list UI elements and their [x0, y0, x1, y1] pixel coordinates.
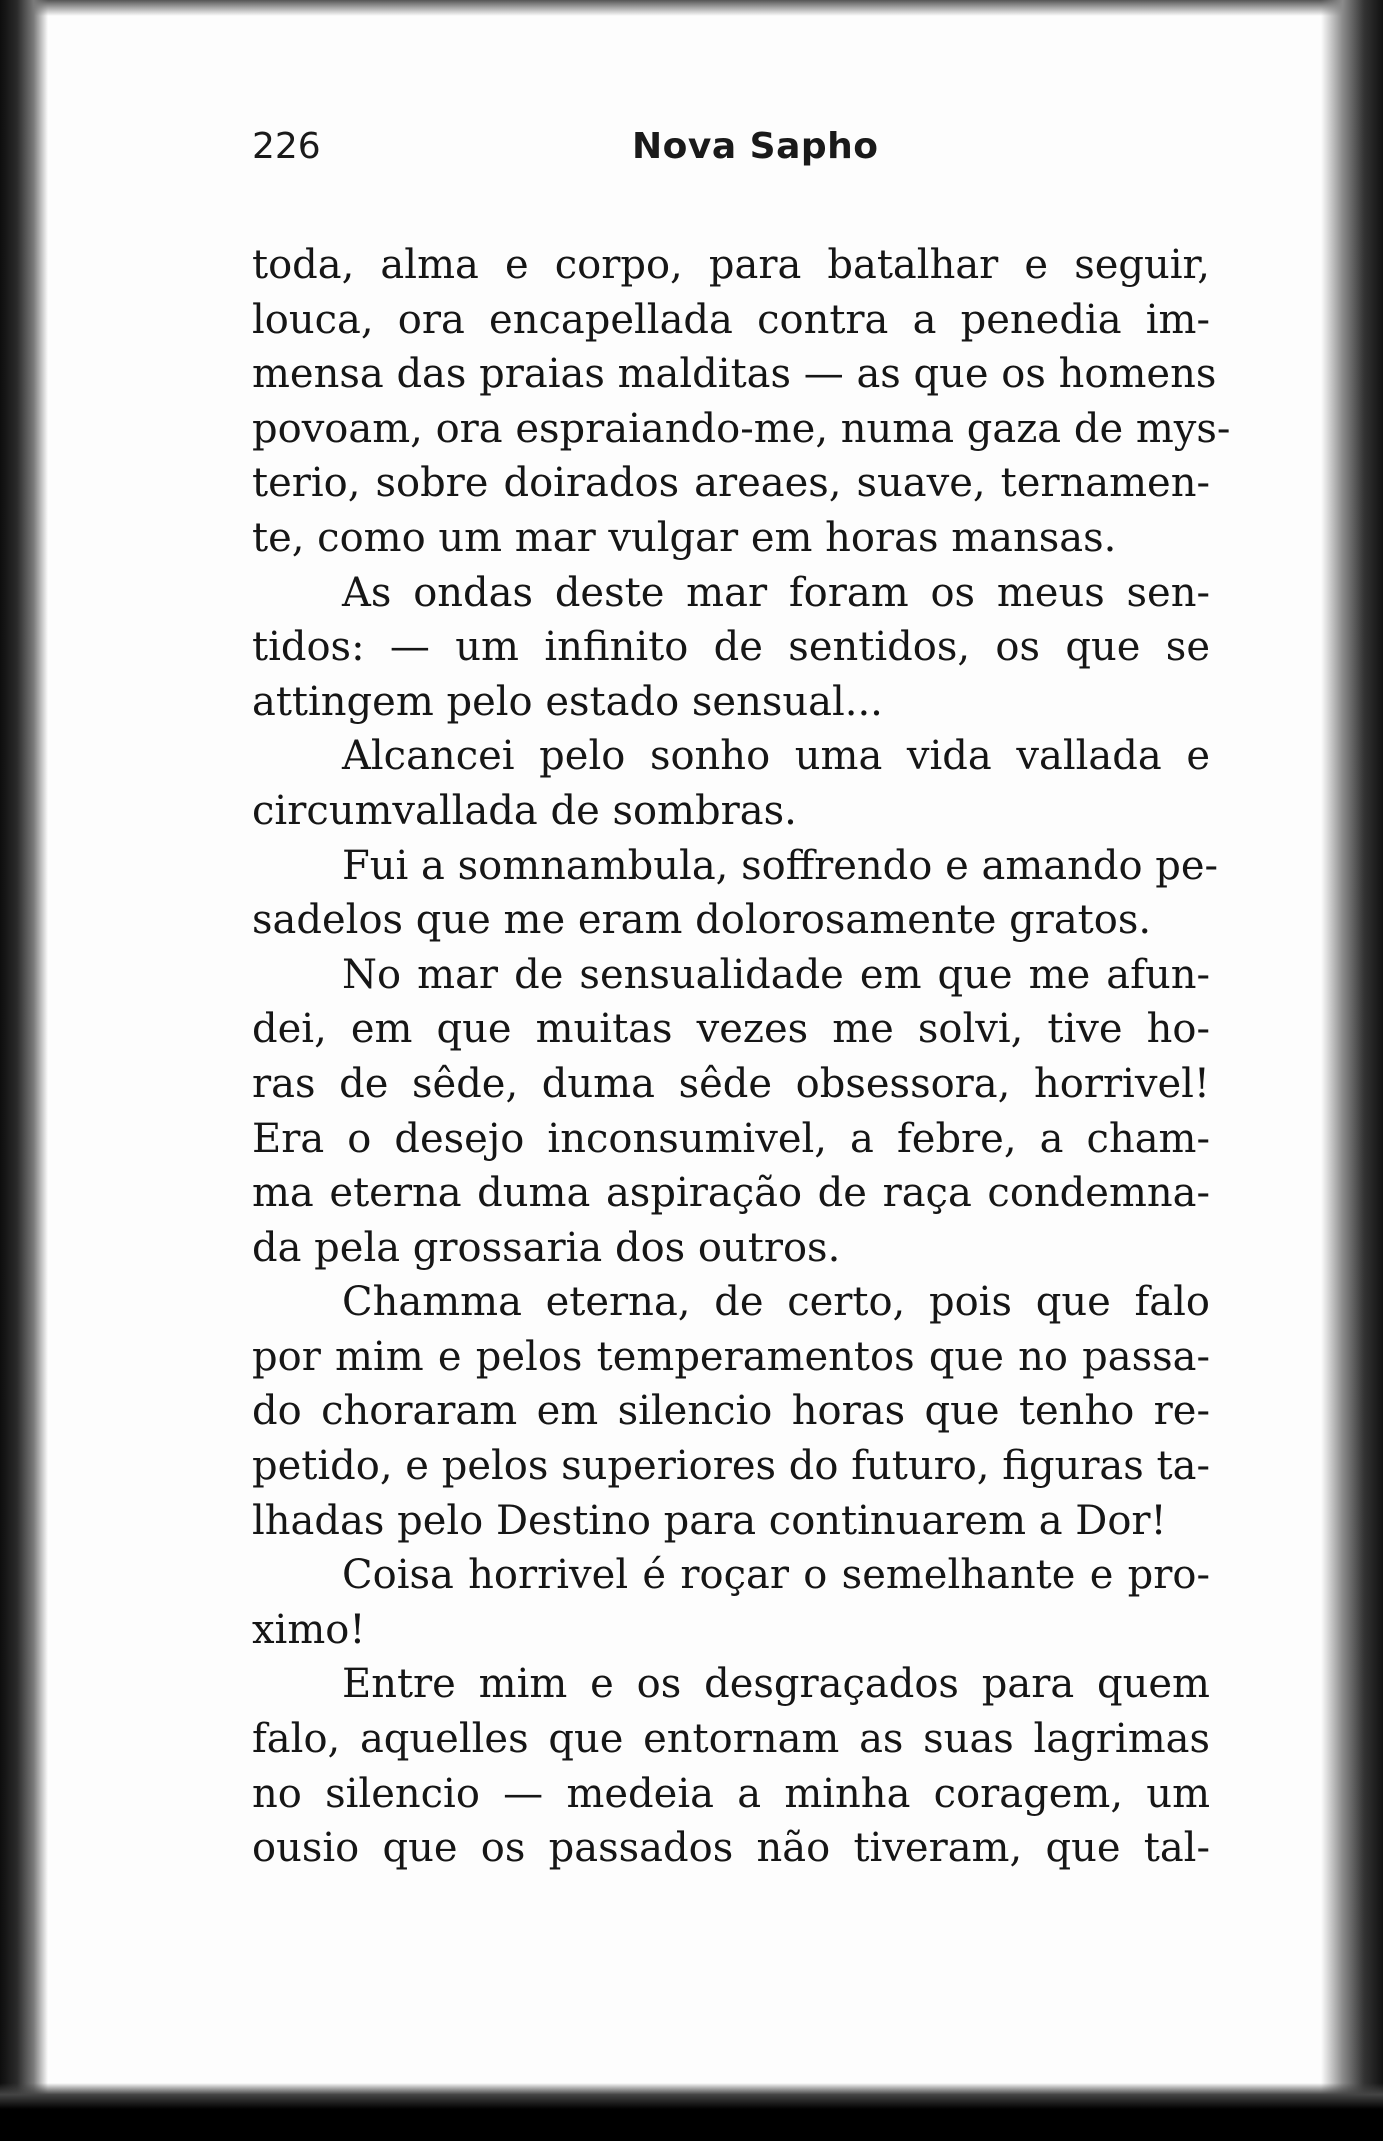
text-line: terio, sobre doirados areaes, suave, ternamen-: [252, 460, 1210, 507]
text-line: no silencio — medeia a minha coragem, um: [252, 1770, 1210, 1817]
body-text: [252, 238, 1231, 1876]
text-line: ma eterna duma aspiração de raça condemna-: [252, 1170, 1210, 1217]
text-line: Coisa horrivel é roçar o semelhante e pro-: [342, 1552, 1210, 1599]
scan-edge-bottom: [0, 2083, 1383, 2141]
text-line: petido, e pelos superiores do futuro, figuras ta-: [252, 1443, 1210, 1490]
text-line: louca, ora encapellada contra a penedia im-: [252, 296, 1210, 343]
text-line: por mim e pelos temperamentos que no passa-: [252, 1333, 1210, 1380]
text-line: No mar de sensualidade em que me afun-: [342, 951, 1210, 998]
scan-edge-top: [0, 0, 1383, 16]
text-line: mensa das praias malditas — as que os homens: [252, 351, 1217, 398]
text-line: da pela grossaria dos outros.: [252, 1224, 841, 1271]
text-line: dei, em que muitas vezes me solvi, tive ho-: [252, 1006, 1210, 1053]
text-line: toda, alma e corpo, para batalhar e seguir,: [252, 242, 1210, 288]
text-line: ousio que os passados não tiveram, que tal-: [252, 1825, 1210, 1872]
text-line: As ondas deste mar foram os meus sen-: [342, 569, 1210, 616]
text-line: attingem pelo estado sensual...: [252, 678, 883, 725]
text-line: Fui a somnambula, soffrendo e amando pe-: [342, 842, 1219, 889]
text-line: do choraram em silencio horas que tenho re-: [252, 1388, 1210, 1435]
text-line: falo, aquelles que entornam as suas lagrimas: [252, 1716, 1210, 1763]
text-line: circumvallada de sombras.: [252, 787, 797, 834]
page-header: [252, 126, 1212, 176]
text-line: Alcancei pelo sonho uma vida vallada e: [342, 733, 1210, 780]
text-line: lhadas pelo Destino para continuarem a Dor!: [252, 1497, 1167, 1544]
text-line: ximo!: [252, 1606, 366, 1653]
text-line: sadelos que me eram dolorosamente gratos.: [252, 897, 1152, 944]
text-line: Chamma eterna, de certo, pois que falo: [342, 1279, 1210, 1326]
text-line: povoam, ora espraiando-me, numa gaza de mys-: [252, 405, 1231, 452]
text-line: tidos: — um infinito de sentidos, os que se: [252, 624, 1210, 671]
text-line: Era o desejo inconsumivel, a febre, a cham-: [252, 1115, 1210, 1162]
running-title: Nova Sapho: [632, 126, 879, 167]
page-number: 226: [252, 126, 321, 167]
text-line: ras de sêde, duma sêde obsessora, horrivel!: [252, 1060, 1210, 1107]
scan-edge-left: [0, 0, 48, 2141]
text-line: te, como um mar vulgar em horas mansas.: [252, 514, 1117, 561]
text-line: Entre mim e os desgraçados para quem: [342, 1661, 1210, 1708]
scan-edge-right: [1321, 0, 1383, 2141]
